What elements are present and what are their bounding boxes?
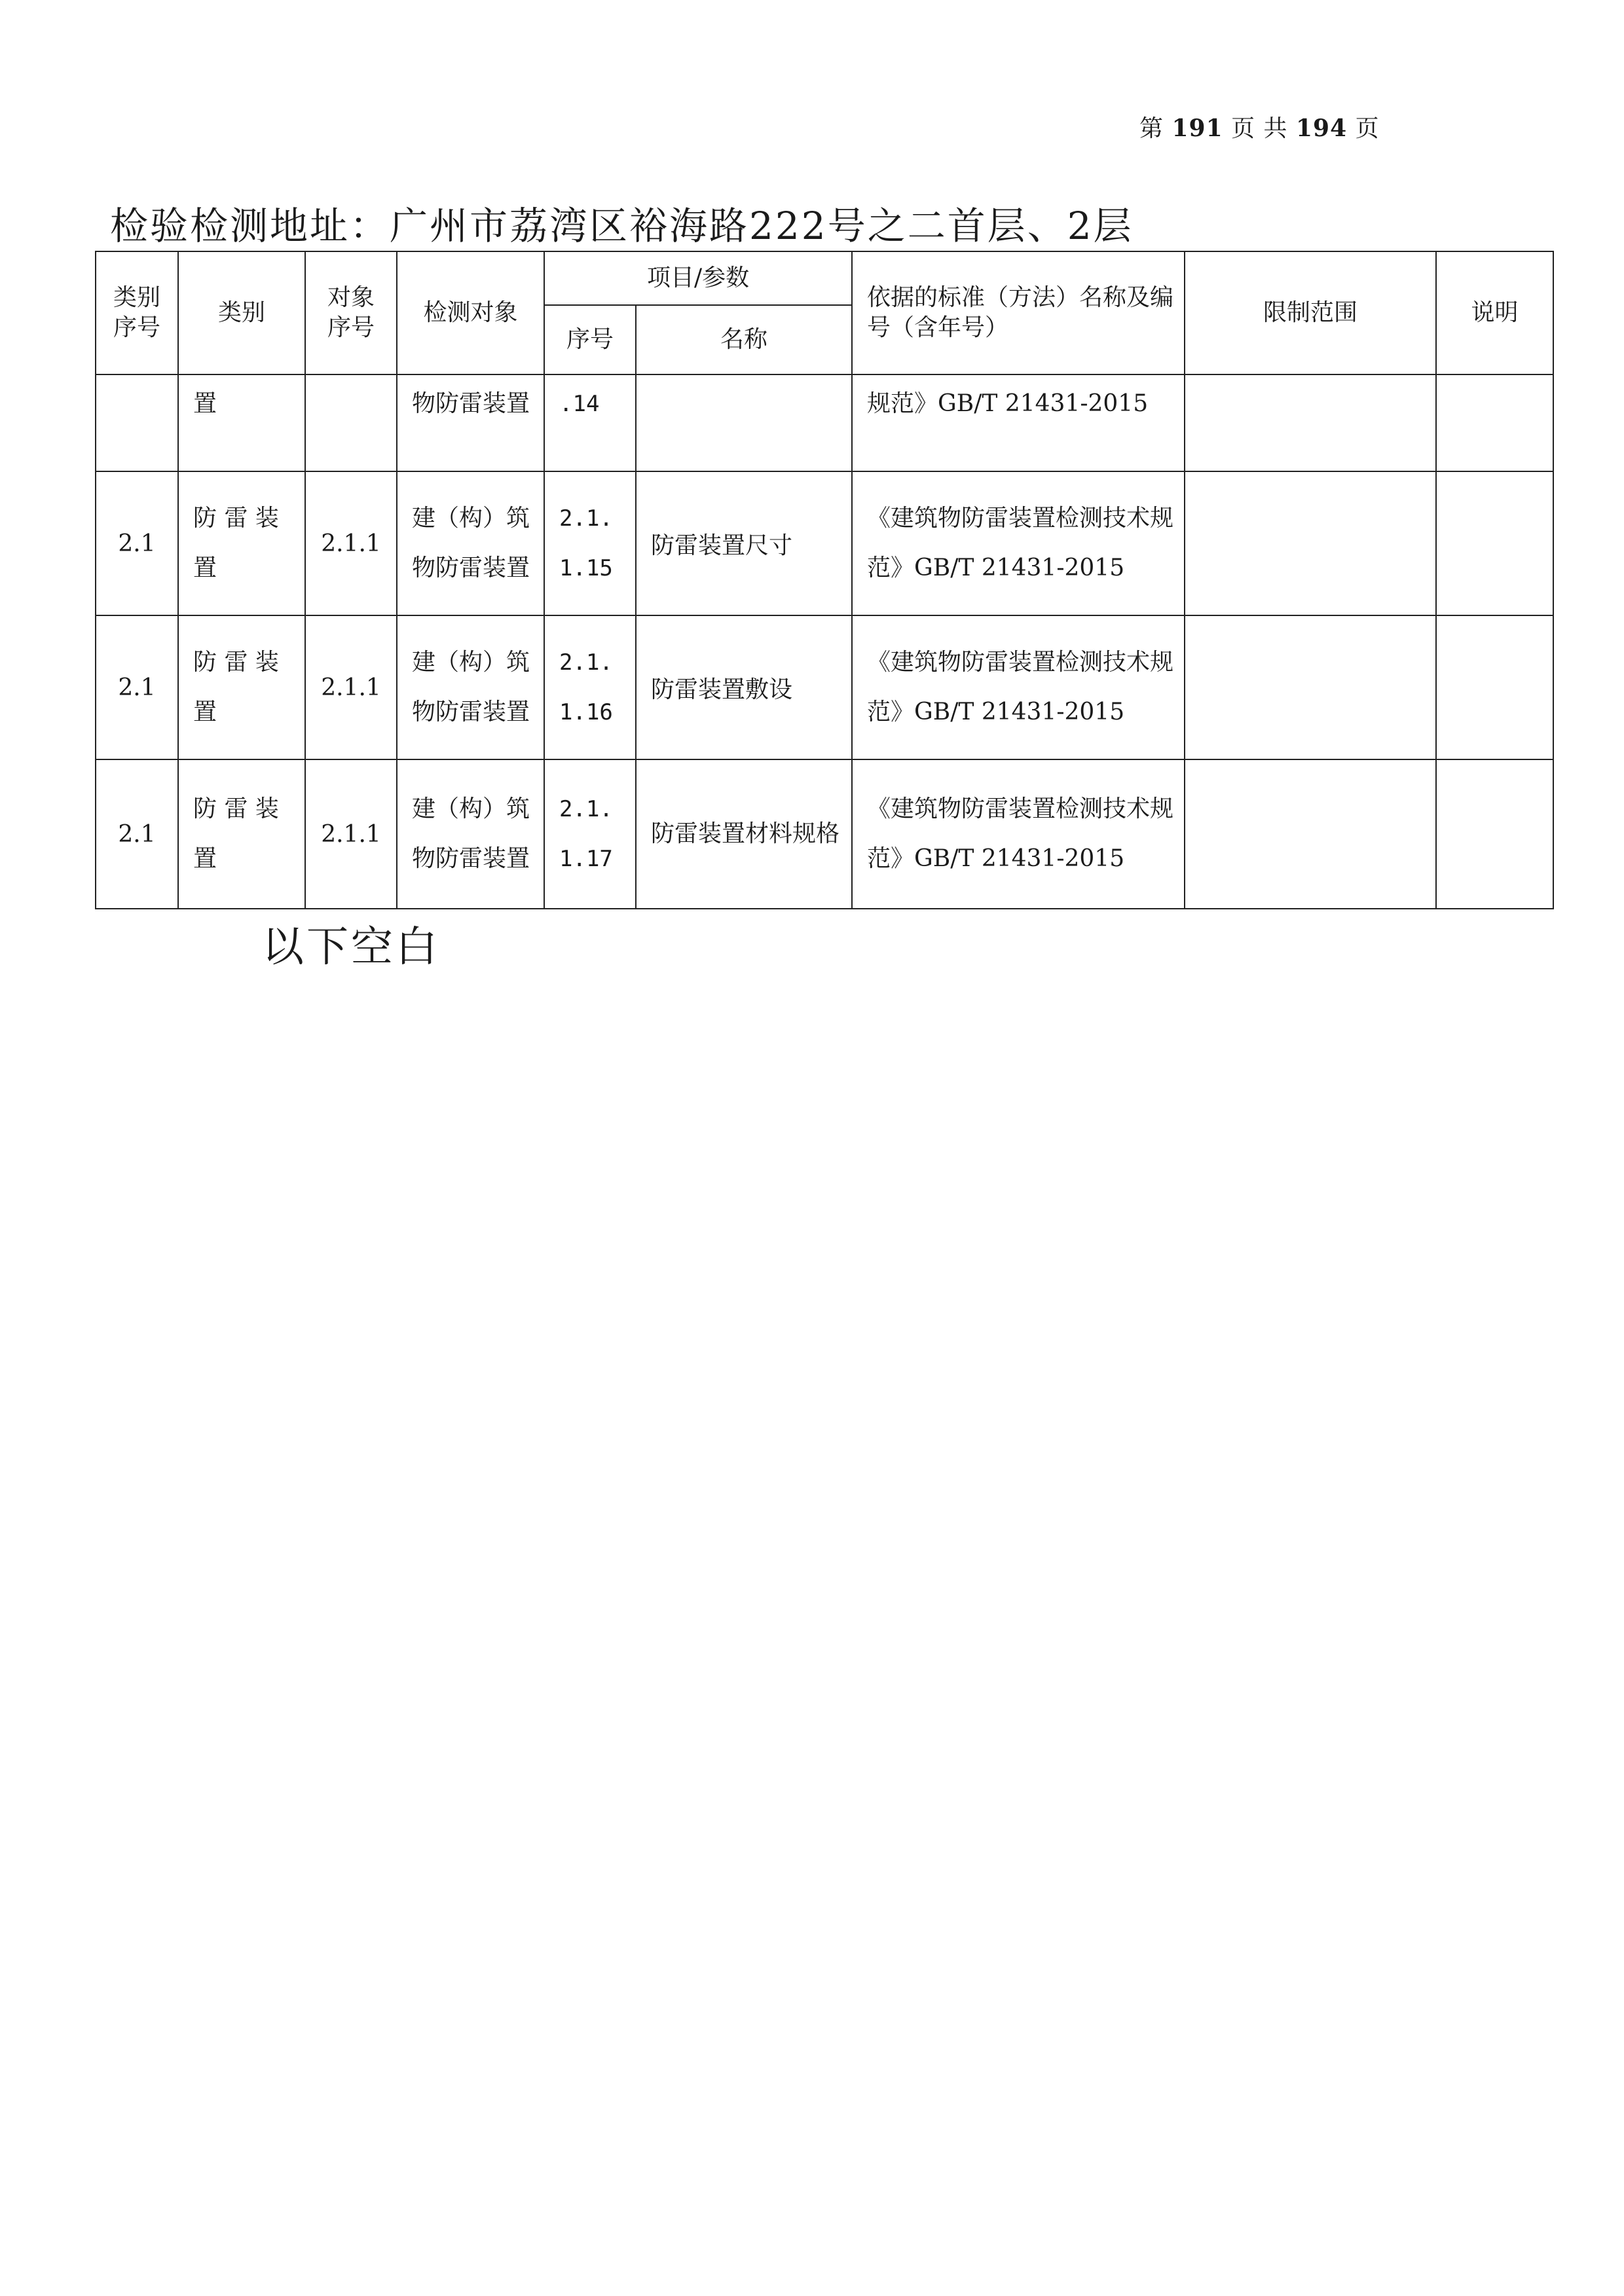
header-category: 类别 xyxy=(178,251,305,374)
category-no-cell: 2.1 xyxy=(96,471,178,615)
header-note: 说明 xyxy=(1436,251,1553,374)
note-cell xyxy=(1436,471,1553,615)
header-object: 检测对象 xyxy=(397,251,544,374)
category-no-cell: 2.1 xyxy=(96,759,178,909)
scope-table xyxy=(95,251,1554,909)
object-no-cell xyxy=(305,374,397,471)
header-category-no: 类别序号 xyxy=(96,251,178,374)
limit-cell xyxy=(1185,471,1436,615)
item-no-cell: 2.1.1.15 xyxy=(544,471,636,615)
item-no-cell: 2.1.1.17 xyxy=(544,759,636,909)
object-cell: 物防雷装置 xyxy=(397,374,544,471)
item-name-cell: 防雷装置材料规格 xyxy=(636,759,852,909)
page-current: 191 xyxy=(1172,115,1223,142)
header-object-no: 对象序号 xyxy=(305,251,397,374)
test-address: 检验检测地址：广州市荔湾区裕海路222号之二首层、2层 xyxy=(110,204,1134,248)
header-item-no: 序号 xyxy=(544,305,636,374)
table-row xyxy=(96,374,1553,471)
object-cell: 建（构）筑物防雷装置 xyxy=(397,759,544,909)
limit-cell xyxy=(1185,615,1436,759)
standard-cell: 《建筑物防雷装置检测技术规范》GB/T 21431-2015 xyxy=(852,615,1185,759)
table-row xyxy=(96,615,1553,759)
item-name-cell: 防雷装置敷设 xyxy=(636,615,852,759)
item-no-cell: .14 xyxy=(544,374,636,471)
page-middle: 页 共 xyxy=(1231,115,1288,142)
header-item-param: 项目/参数 xyxy=(544,251,852,305)
standard-cell: 《建筑物防雷装置检测技术规范》GB/T 21431-2015 xyxy=(852,759,1185,909)
object-no-cell: 2.1.1 xyxy=(305,759,397,909)
header-row-1 xyxy=(96,251,1553,305)
header-standard: 依据的标准（方法）名称及编号（含年号） xyxy=(852,251,1185,374)
standard-cell: 规范》GB/T 21431-2015 xyxy=(852,374,1185,471)
item-no-cell: 2.1.1.16 xyxy=(544,615,636,759)
blank-below-note: 以下空白 xyxy=(262,923,440,972)
page-number xyxy=(1139,110,1380,143)
item-name-cell xyxy=(636,374,852,471)
note-cell xyxy=(1436,759,1553,909)
table-row xyxy=(96,759,1553,909)
page-total: 194 xyxy=(1295,115,1348,142)
limit-cell xyxy=(1185,759,1436,909)
standard-cell: 《建筑物防雷装置检测技术规范》GB/T 21431-2015 xyxy=(852,471,1185,615)
category-cell: 置 xyxy=(178,374,305,471)
category-no-cell: 2.1 xyxy=(96,615,178,759)
header-limit: 限制范围 xyxy=(1185,251,1436,374)
note-cell xyxy=(1436,615,1553,759)
page-prefix: 第 xyxy=(1139,115,1164,142)
object-cell: 建（构）筑物防雷装置 xyxy=(397,615,544,759)
category-cell: 防 雷 装 置 xyxy=(178,759,305,909)
object-no-cell: 2.1.1 xyxy=(305,615,397,759)
limit-cell xyxy=(1185,374,1436,471)
category-cell: 防 雷 装 置 xyxy=(178,471,305,615)
category-no-cell xyxy=(96,374,178,471)
note-cell xyxy=(1436,374,1553,471)
page-suffix: 页 xyxy=(1355,115,1380,142)
table-row xyxy=(96,471,1553,615)
object-no-cell: 2.1.1 xyxy=(305,471,397,615)
item-name-cell: 防雷装置尺寸 xyxy=(636,471,852,615)
category-cell: 防 雷 装 置 xyxy=(178,615,305,759)
header-item-name: 名称 xyxy=(636,305,852,374)
object-cell: 建（构）筑物防雷装置 xyxy=(397,471,544,615)
